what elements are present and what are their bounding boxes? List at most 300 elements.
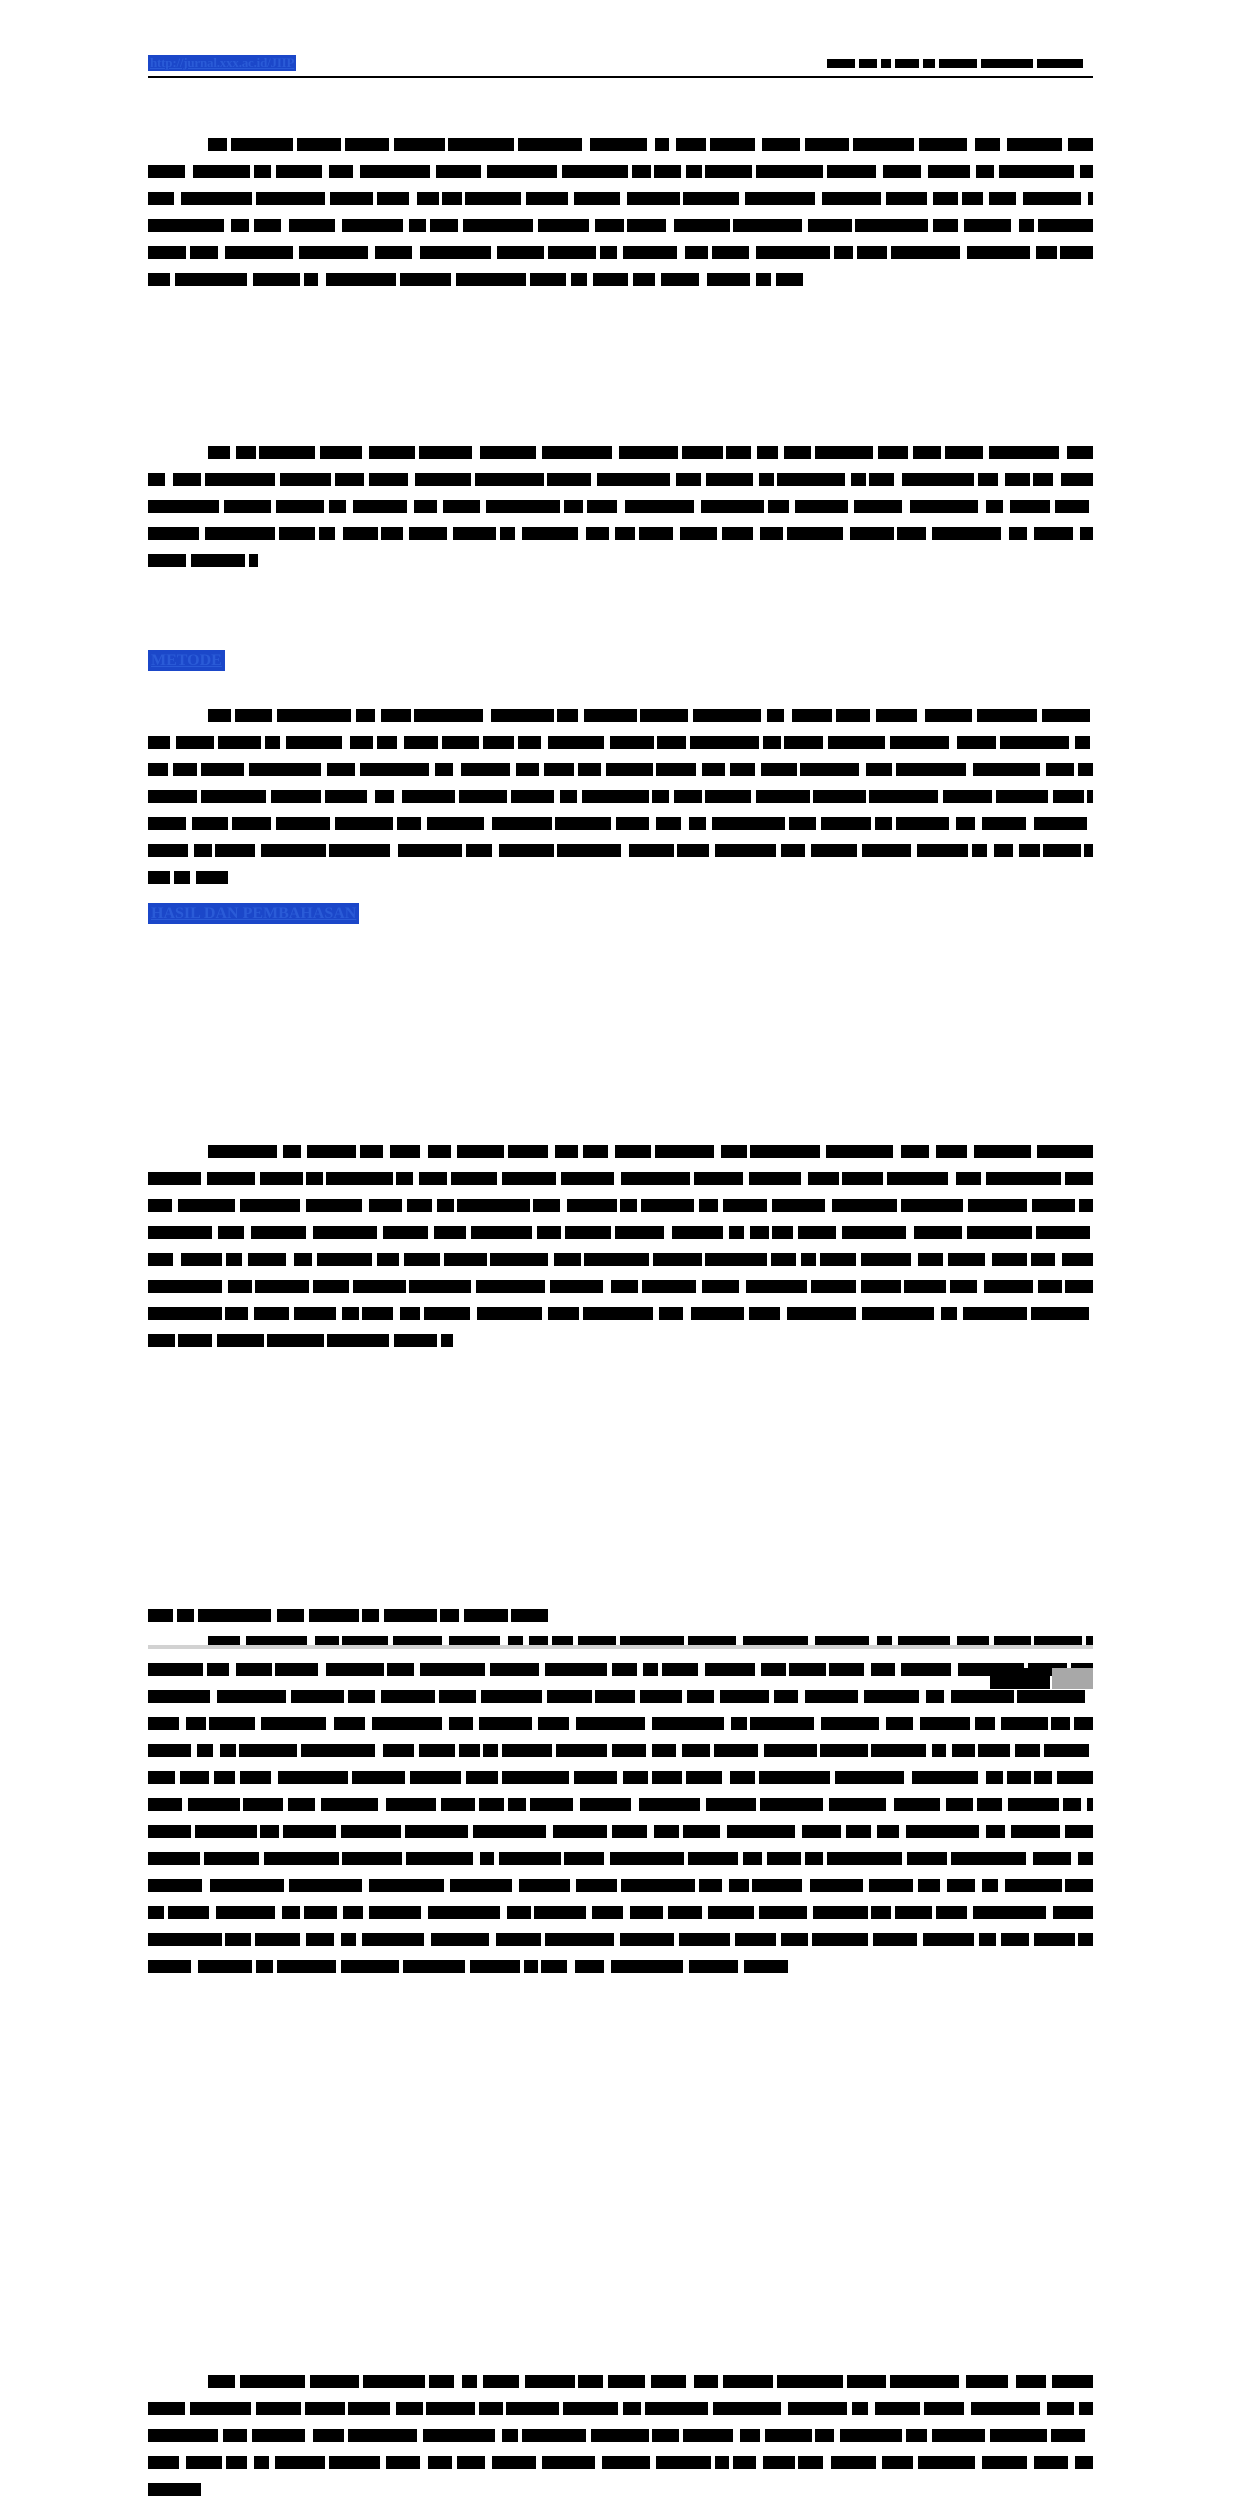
text-run [957,736,996,749]
text-run [1038,219,1093,232]
text-run [437,1199,454,1212]
text-run [686,165,702,178]
text-run [715,844,776,857]
text-run [369,446,415,459]
text-run [1057,1771,1093,1784]
text-run [682,1744,710,1757]
text-run [811,1280,856,1293]
text-run [390,1145,420,1158]
text-run [820,1253,856,1266]
text-run [774,1690,798,1703]
text-run [713,2402,781,2415]
text-run [286,736,342,749]
text-run [360,763,429,776]
text-run [787,527,843,540]
text-run [277,709,351,722]
text-run [627,219,666,232]
text-run [209,1717,255,1730]
text-run [643,1663,658,1676]
text-run [404,736,438,749]
text-run [749,1172,801,1185]
text-run [148,1960,191,1973]
text-run [148,192,174,205]
text-run [1031,1253,1055,1266]
text-run [178,1199,235,1212]
text-run [850,527,894,540]
text-run [204,1852,259,1865]
text-run [394,138,445,151]
text-run [789,1663,826,1676]
text-run [936,1145,967,1158]
text-run [771,1253,796,1266]
text-run [443,500,480,513]
text-run [148,165,185,178]
text-run [148,1307,222,1320]
text-run [907,1852,947,1865]
text-run [653,1253,702,1266]
text-run [727,1825,795,1838]
paragraph-intro-2 [148,446,1093,574]
text-run [659,1307,683,1320]
text-run [511,790,554,803]
text-run [919,138,967,151]
text-run [208,446,230,459]
text-run [496,1933,541,1946]
text-run [1051,1717,1070,1730]
text-run [235,709,272,722]
text-run [518,736,541,749]
text-run [827,1852,902,1865]
text-run [810,1879,863,1892]
text-run [811,844,857,857]
text-run [972,844,987,857]
text-run [730,763,755,776]
text-run [710,138,755,151]
text-run [449,1717,473,1730]
text-run [1005,1879,1062,1892]
text-run [610,1852,684,1865]
text-run [214,1771,235,1784]
text-run [567,1199,617,1212]
text-run [1079,1199,1093,1212]
text-run [756,273,771,286]
text-run [428,1906,500,1919]
text-run [746,1280,807,1293]
text-run [729,1226,744,1239]
text-run [578,2375,603,2388]
text-run [277,1609,304,1622]
text-run [846,1825,871,1838]
text-run [871,1906,891,1919]
text-run [977,709,1037,722]
text-run [798,2456,823,2469]
text-run [260,1172,303,1185]
text-run [518,138,582,151]
text-run [177,1609,194,1622]
text-run [978,473,998,486]
text-run [176,736,214,749]
text-run [578,763,601,776]
text-run [415,473,471,486]
text-run [621,1172,690,1185]
text-run [1017,1690,1085,1703]
text-run [306,1199,362,1212]
text-run [562,165,628,178]
text-run [1065,1280,1093,1293]
text-run [640,1690,682,1703]
text-run [148,1933,222,1946]
journal-url-link[interactable]: http://jurnal.xxx.ac.id/JIIP [150,55,295,70]
text-run [256,192,325,205]
text-run [1063,1798,1081,1811]
text-run [1038,1280,1062,1293]
text-run [181,1253,222,1266]
text-run [168,1906,209,1919]
text-run [1087,1798,1093,1811]
text-run [723,2375,773,2388]
text-run [511,1609,548,1622]
text-run [691,1307,744,1320]
text-run [321,1798,378,1811]
text-run [301,1744,375,1757]
text-run [350,736,373,749]
text-run [548,246,596,259]
text-run [802,1825,841,1838]
footer-divider [148,1645,1093,1649]
text-run [345,138,389,151]
text-run [201,763,244,776]
text-run [875,817,892,830]
text-run [220,1744,236,1757]
text-run [932,527,1001,540]
text-run [341,1960,399,1973]
text-run [630,1906,663,1919]
text-run [427,817,484,830]
text-run [1046,763,1074,776]
text-run [383,1226,428,1239]
text-run [1055,500,1089,513]
text-run [890,736,949,749]
text-run [759,1906,807,1919]
text-run [606,763,653,776]
text-run [148,844,188,857]
text-run [148,2483,201,2496]
text-run [278,1771,348,1784]
text-run [228,1280,252,1293]
text-run [620,1933,674,1946]
text-run [457,2456,485,2469]
text-run [181,192,252,205]
text-run [977,1798,1002,1811]
text-run [297,138,341,151]
text-run [951,1852,1026,1865]
text-run [148,527,199,540]
text-run [610,736,654,749]
text-run [148,473,165,486]
text-run [882,2456,913,2469]
text-run [722,527,753,540]
text-run [490,1253,548,1266]
text-run [402,790,455,803]
text-run [705,790,751,803]
text-run [442,192,462,205]
text-run [148,2402,185,2415]
text-run [1007,138,1062,151]
text-run [674,219,730,232]
text-run [215,844,255,857]
text-run [483,736,514,749]
text-run [506,2402,559,2415]
text-run [232,817,271,830]
text-run [405,1825,468,1838]
text-run [148,1717,179,1730]
text-run [499,844,554,857]
text-run [928,165,970,178]
text-run [662,1663,698,1676]
text-run [750,1717,814,1730]
text-run [148,1199,172,1212]
text-run [254,2456,269,2469]
text-run [1015,1744,1040,1757]
text-run [936,1906,967,1919]
text-run [705,1663,755,1676]
text-run [317,1253,372,1266]
text-run [731,1717,747,1730]
text-run [966,2375,1008,2388]
text-run [463,219,533,232]
text-run [255,1933,300,1946]
text-run [343,1906,363,1919]
text-run [310,2375,359,2388]
text-run [586,527,609,540]
text-run [808,1172,839,1185]
text-run [788,2402,847,2415]
text-run [924,2402,964,2415]
text-run [226,2456,247,2469]
text-run [173,763,197,776]
text-run [896,817,949,830]
text-run [623,1771,648,1784]
text-run [502,1744,552,1757]
text-run [1075,2456,1093,2469]
text-run [441,1798,475,1811]
text-run [620,1199,637,1212]
page-header [148,55,1093,81]
text-run [457,1145,504,1158]
text-run [369,1906,421,1919]
text-run [941,1307,957,1320]
text-run [409,219,426,232]
text-run [597,473,670,486]
text-run [887,1172,948,1185]
text-run [253,273,300,286]
text-run [641,1199,694,1212]
text-run [861,1253,911,1266]
text-run [829,1798,886,1811]
text-run [461,763,510,776]
text-run [715,2456,729,2469]
text-run [883,165,921,178]
text-run [279,527,315,540]
text-run [699,1879,722,1892]
text-run [584,1253,649,1266]
text-run [912,1771,978,1784]
text-run [148,871,170,884]
text-run [947,1879,975,1892]
text-run [193,165,250,178]
text-run [979,1933,996,1946]
text-run [933,219,958,232]
text-run [956,1172,981,1185]
text-run [326,1663,384,1676]
text-run [730,1771,755,1784]
text-run [377,1253,399,1266]
text-run [776,273,803,286]
text-run [869,473,894,486]
text-run [519,1879,570,1892]
text-run [674,790,702,803]
text-run [148,1906,164,1919]
text-run [148,219,224,232]
text-run [456,273,526,286]
text-run [1000,736,1069,749]
text-run [615,1226,664,1239]
text-run [148,1744,191,1757]
text-run [327,1334,389,1347]
text-run [877,1825,899,1838]
text-run [590,138,647,151]
text-run [733,2456,756,2469]
text-run [304,1906,337,1919]
text-run [313,2429,344,2442]
text-run [582,790,649,803]
text-run [593,273,628,286]
text-run [148,1771,175,1784]
text-run [1060,246,1093,259]
text-run [148,246,186,259]
text-run [592,1906,623,1919]
text-run [933,192,958,205]
text-run [750,1145,820,1158]
text-run [556,1744,607,1757]
text-run [148,1825,191,1838]
text-run [394,1334,437,1347]
text-run [1067,446,1093,459]
text-run [750,1226,769,1239]
text-run [348,2402,390,2415]
text-run [891,246,960,259]
text-run [1034,527,1073,540]
text-run [632,165,651,178]
text-run [1084,844,1093,857]
text-run [978,1744,1010,1757]
text-run [369,1879,444,1892]
text-run [1065,1825,1093,1838]
text-run [288,1798,315,1811]
text-run [283,1145,301,1158]
text-run [655,138,669,151]
text-run [148,1226,212,1239]
text-run [616,817,649,830]
text-run [726,446,751,459]
text-run [895,1906,932,1919]
text-run [525,2375,575,2388]
text-run [654,165,681,178]
text-run [353,500,407,513]
text-run [836,709,870,722]
text-run [875,2402,920,2415]
text-run [878,446,908,459]
text-run [765,2429,812,2442]
text-run [174,871,190,884]
text-run [761,763,797,776]
text-run [240,1771,271,1784]
text-run [701,500,764,513]
text-run [918,1253,943,1266]
text-run [148,1690,210,1703]
text-run [255,1280,309,1293]
text-run [973,763,1040,776]
text-run [702,763,725,776]
text-run [926,1690,944,1703]
text-run [386,2456,420,2469]
text-run [424,1307,470,1320]
text-run [652,1744,676,1757]
text-run [436,165,481,178]
text-run [240,2375,305,2388]
text-run [280,473,331,486]
text-run [813,1906,868,1919]
text-run [195,1825,257,1838]
text-run [342,219,403,232]
text-run [968,1199,1027,1212]
text-run [1036,1226,1090,1239]
text-run [431,1933,489,1946]
text-run [707,273,750,286]
text-run [693,709,761,722]
text-run [639,1798,700,1811]
text-run [409,527,447,540]
text-run [735,1933,776,1946]
text-run [694,2375,718,2388]
text-run [190,246,218,259]
text-run [910,500,978,513]
text-run [548,736,604,749]
text-run [625,500,694,513]
text-run [975,1717,995,1730]
text-run [821,817,871,830]
text-run [148,2456,179,2469]
text-run [781,1933,808,1946]
text-run [595,1690,635,1703]
text-run [386,1798,436,1811]
text-run [918,2456,975,2469]
text-run [1080,165,1093,178]
text-run [1051,2429,1085,2442]
text-run [282,1906,300,1919]
text-run [428,2456,452,2469]
text-run [306,1933,334,1946]
text-run [538,219,589,232]
text-run [914,1226,962,1239]
text-run [896,763,966,776]
text-run [335,817,393,830]
text-run [894,1798,940,1811]
text-run [984,1280,1033,1293]
text-run [217,1690,286,1703]
text-run [555,817,611,830]
text-run [721,1145,747,1158]
